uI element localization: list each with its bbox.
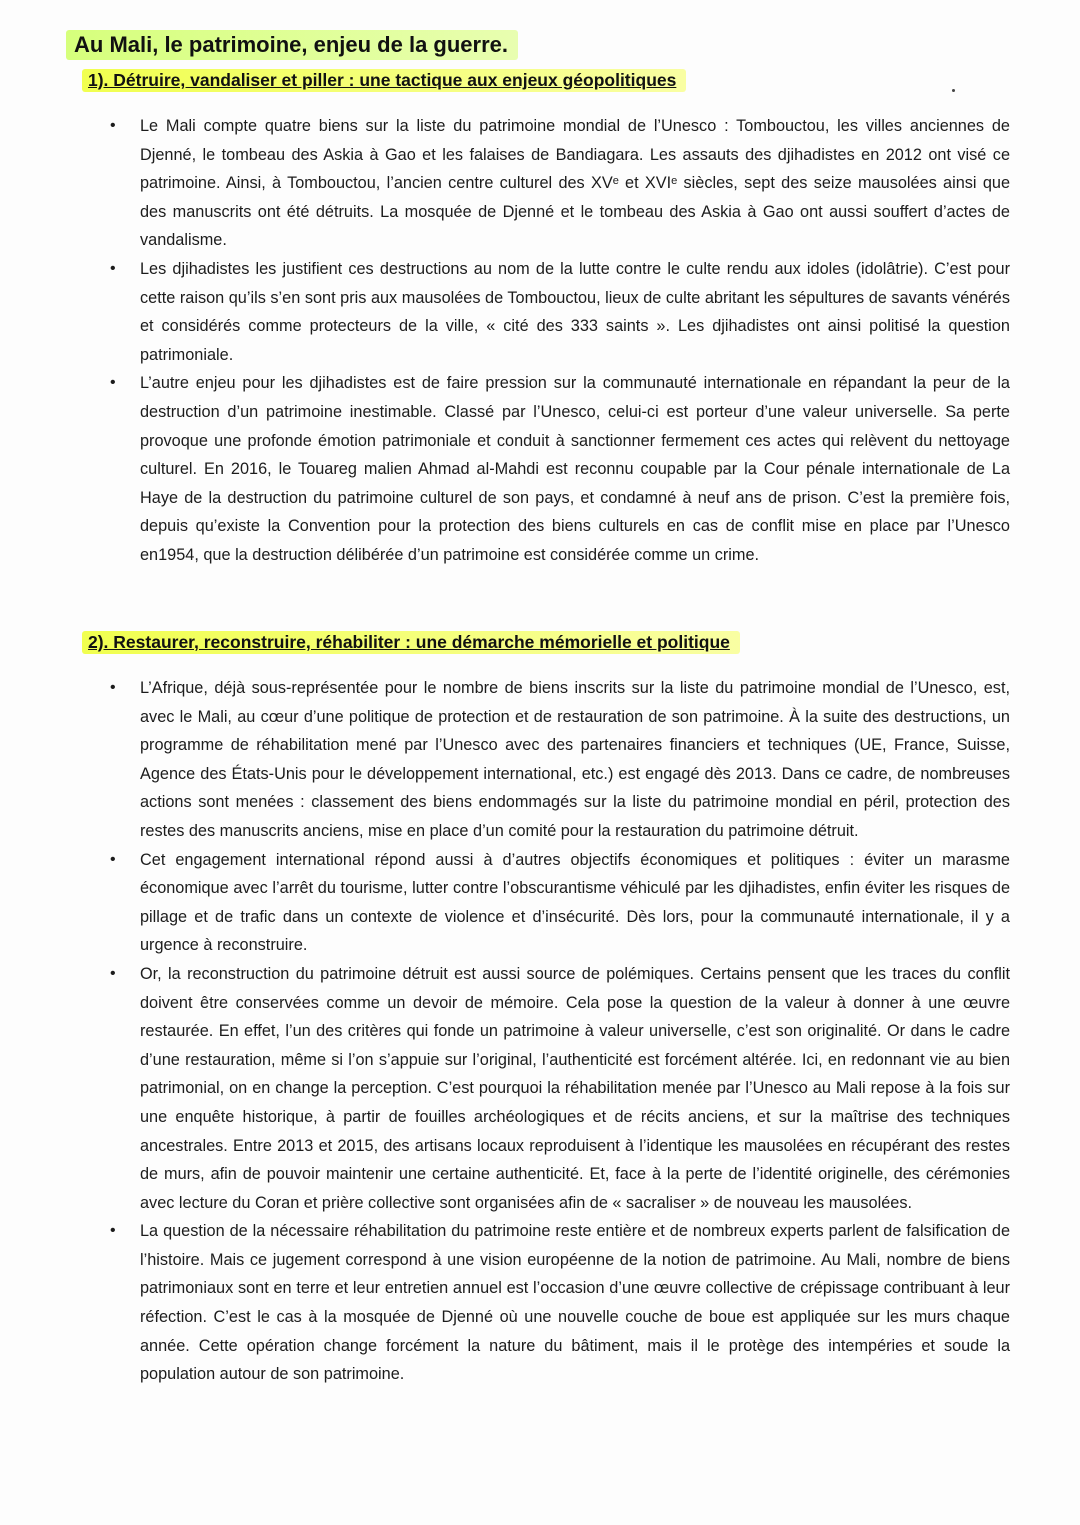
list-item bbox=[110, 1217, 1010, 1389]
list-item-text: La question de la nécessaire réhabilitation du patrimoine reste entière et de nombreux experts parlent de falsification de l’histoire. Mais ce jugement correspond à une vision européenne de la notion de patrimoine. Au Mali, nombre de biens patrimoniaux sont en terre et leur entretien annuel est l’occasion d’une œuvre collective de crépissage contribuant à leur réfection. C’est le cas à la mosquée de Djenné où une nouvelle couche de boue est appliquée sur les murs chaque année. Cette opération change forcément la nature du bâtiment, mais il le protège des intempéries et soude la population autour de son patrimoine. bbox=[140, 1222, 1010, 1384]
section-heading-2 bbox=[82, 631, 740, 654]
bullet-icon: • bbox=[110, 850, 116, 868]
section-2-list bbox=[110, 674, 1010, 1389]
list-item-text: Le Mali compte quatre biens sur la liste du patrimoine mondial de l’Unesco : Tombouctou, les villes anciennes de Djenné, le tombeau des Askia à Gao et les falaises de Bandiagara. Les assauts des djihadistes en 2012 ont visé ce patrimoine. Ainsi, à Tombouctou, l’ancien centre culturel des XVᵉ et XVIᵉ siècles, sept des seize mausolées ainsi que des manuscrits ont été détruits. La mosquée de Djenné et le tombeau des Askia à Gao ont aussi souffert d’actes de vandalisme. bbox=[140, 117, 1010, 250]
bullet-icon: • bbox=[110, 1222, 116, 1240]
list-item-text: Cet engagement international répond aussi à d’autres objectifs économiques et politiques : éviter un marasme économique avec l’arrêt du tourisme, lutter contre l’obscurantisme véhiculé par les djihadistes, enfin éviter les risques de pillage et de trafic dans un contexte de violence et d’insécurité. Dès lors, pour la communauté internationale, il y a urgence à reconstruire. bbox=[140, 850, 1010, 955]
section-heading-1 bbox=[82, 69, 686, 92]
list-item-text: L’Afrique, déjà sous-représentée pour le nombre de biens inscrits sur la liste du patrimoine mondial de l’Unesco, est, avec le Mali, au cœur d’une politique de protection et de restauration de son patrimoine. À la suite des destructions, un programme de réhabilitation mené par l’Unesco avec des partenaires financiers et techniques (UE, France, Suisse, Agence des États-Unis pour le développement international, etc.) est engagé dès 2013. Dans ce cadre, de nombreuses actions sont menées : classement des biens endommagés sur la liste du patrimoine mondial en péril, protection des restes des manuscrits anciens, mise en place d’un comité pour la restauration du patrimoine détruit. bbox=[140, 679, 1010, 840]
section-heading-2-text: 2). Restaurer, reconstruire, réhabiliter : une démarche mémorielle et politique bbox=[88, 632, 730, 652]
list-item bbox=[110, 674, 1010, 846]
list-item-text: Or, la reconstruction du patrimoine détruit est aussi source de polémiques. Certains pensent que les traces du conflit doivent être conservées comme un devoir de mémoire. Cela pose la question de la valeur à donner à une œuvre restaurée. En effet, l’un des critères qui fonde un patrimoine à valeur universelle, c’est son originalité. Or dans le cadre d’une restauration, même si l’on s’appuie sur l’original, l’authenticité est forcément altérée. Ici, en redonnant vie au bien patrimonial, on en change la perception. C’est pourquoi la réhabilitation menée par l’Unesco au Mali repose à la fois sur une enquête historique, à partir de fouilles archéologiques et de récits anciens, et sur la maîtrise des techniques ancestrales. Entre 2013 et 2015, des artisans locaux reproduisent à l’identique les mausolées en récupérant des restes de murs, afin de pouvoir maintenir une certaine authenticité. Et, face à la perte de l’identité originelle, des cérémonies avec lecture du Coran et prière collective sont organisées afin de « sacraliser » de nouveau les mausolées. bbox=[140, 964, 1010, 1212]
list-item bbox=[110, 369, 1010, 569]
bullet-icon: • bbox=[110, 374, 116, 392]
stray-mark bbox=[952, 89, 955, 92]
list-item bbox=[110, 846, 1010, 960]
section-1-list bbox=[110, 112, 1010, 570]
bullet-icon: • bbox=[110, 679, 116, 696]
list-item-text: Les djihadistes les justifient ces destructions au nom de la lutte contre le culte rendu aux idoles (idolâtrie). C’est pour cette raison qu’ils s’en sont pris aux mausolées de Tombouctou, lieux de culte abritant les sépultures de savants vénérés et considérés comme protecteurs de la ville, « cité des 333 saints ». Les djihadistes ont ainsi politisé la question patrimoniale. bbox=[140, 259, 1010, 364]
document-title: Au Mali, le patrimoine, enjeu de la guerre. bbox=[66, 30, 518, 60]
section-heading-1-text: 1). Détruire, vandaliser et piller : une tactique aux enjeux géopolitiques bbox=[88, 70, 677, 90]
bullet-icon: • bbox=[110, 259, 116, 277]
list-item-text: L’autre enjeu pour les djihadistes est de faire pression sur la communauté internationale en répandant la peur de la destruction d’un patrimoine inestimable. Classé par l’Unesco, celui-ci est porteur d’une valeur universelle. Sa perte provoque une profonde émotion patrimoniale et conduit à sanctionner fermement ces actes qui relèvent du nettoyage culturel. En 2016, le Touareg malien Ahmad al-Mahdi est reconnu coupable par la Cour pénale internationale de La Haye de la destruction du patrimoine culturel de son pays, et condamné à neuf ans de prison. C’est la première fois, depuis qu’existe la Convention pour la protection des biens culturels en cas de conflit mise en place par l’Unesco en1954, que la destruction délibérée d’un patrimoine est considérée comme un crime. bbox=[140, 374, 1010, 564]
list-item bbox=[110, 255, 1010, 369]
list-item bbox=[110, 112, 1010, 255]
list-item bbox=[110, 960, 1010, 1217]
bullet-icon: • bbox=[110, 117, 116, 134]
bullet-icon: • bbox=[110, 964, 116, 982]
